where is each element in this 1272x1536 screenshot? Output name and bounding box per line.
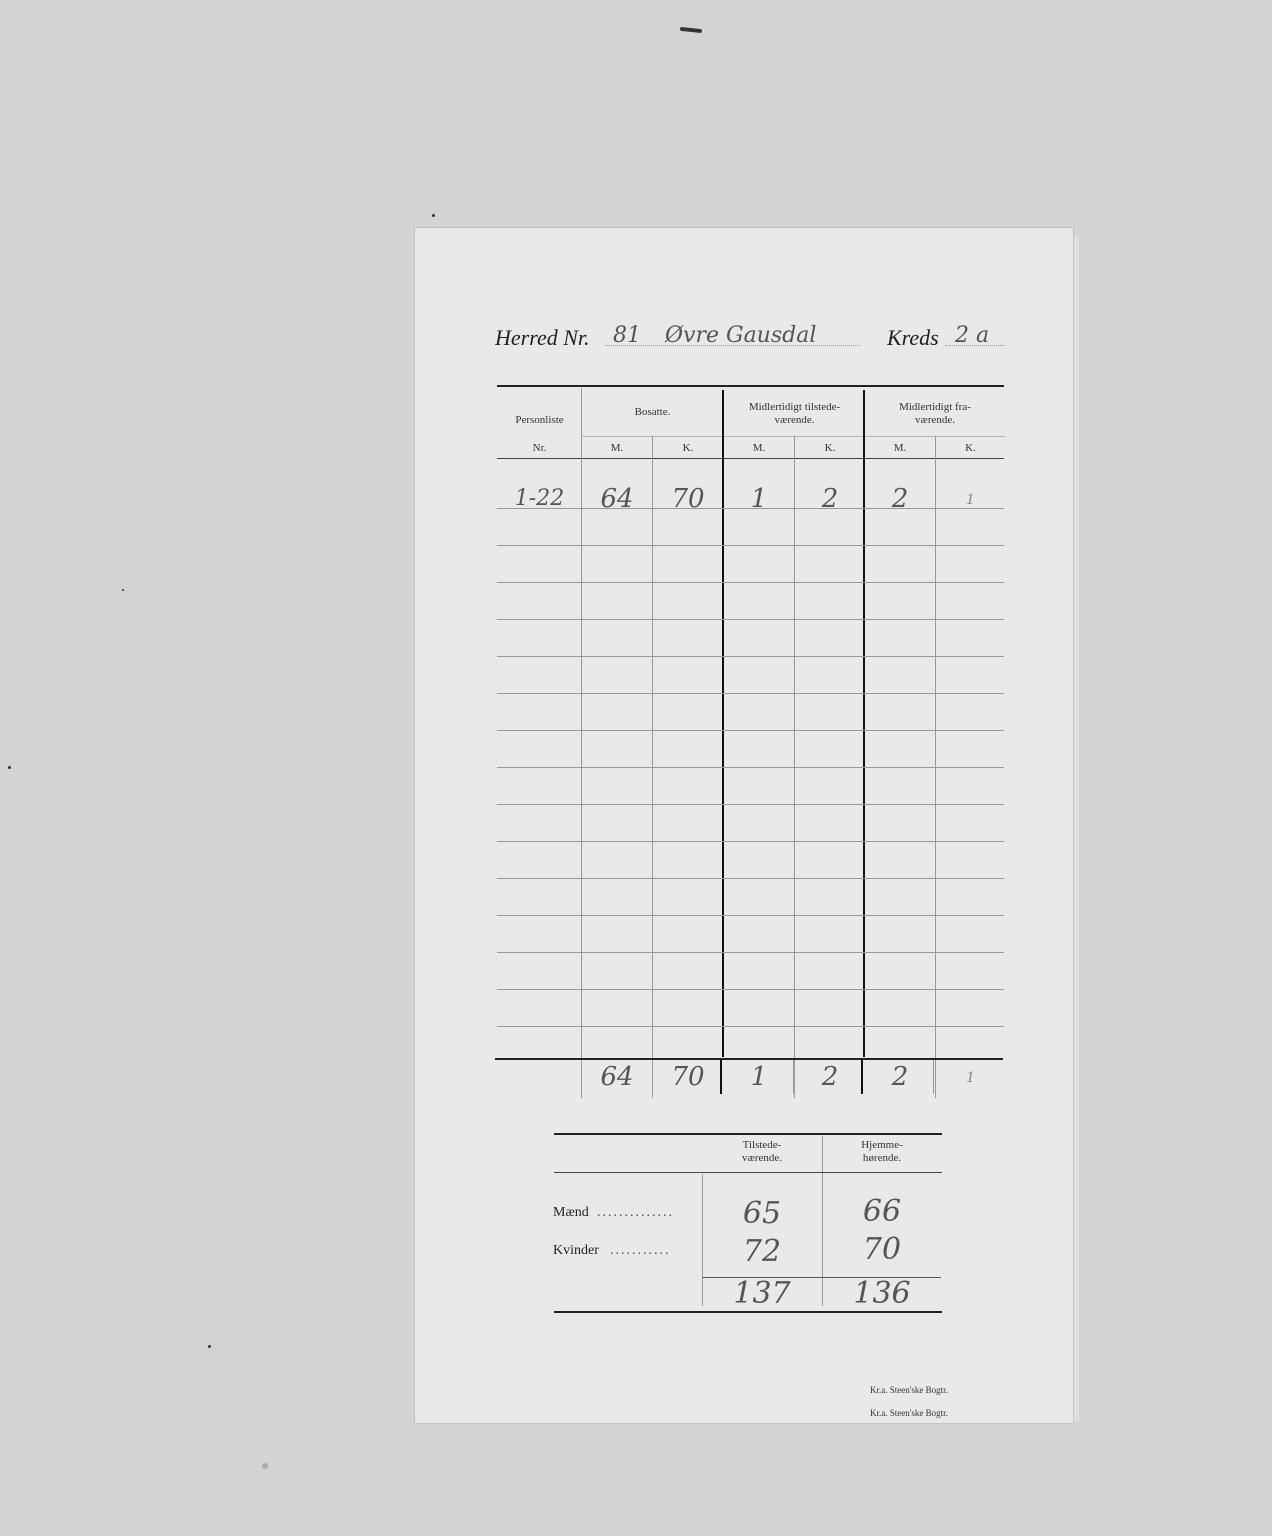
sub-bosatte-k: K.	[682, 442, 694, 454]
table-top-rule	[497, 385, 1004, 387]
summary-row-kvinder: Kvinder	[553, 1243, 599, 1258]
speck	[122, 589, 124, 591]
col-midl-tilstede	[724, 401, 865, 427]
row-line	[497, 693, 1004, 694]
sub-tilstede-m: M.	[752, 442, 766, 454]
row-line	[497, 878, 1004, 879]
row-line	[497, 841, 1004, 842]
sub-fra-m: M.	[893, 442, 907, 454]
row-bosatte-k: 70	[671, 484, 705, 514]
total-bosatte-m: 64	[600, 1062, 634, 1092]
col-bosatte: Bosatte.	[634, 406, 671, 418]
summary-col-hjemme	[823, 1139, 941, 1165]
total-tilstede: 137	[733, 1276, 791, 1311]
col-midl-fra	[865, 401, 1005, 427]
row-line	[497, 730, 1004, 731]
herred-name: Øvre Gausdal	[665, 323, 817, 348]
total-tilstede-m: 1	[750, 1062, 768, 1092]
summary-col-tilstede-line2: værende.	[741, 1152, 782, 1164]
kvinder-hjemme: 70	[862, 1232, 902, 1267]
summary-bottom-rule	[554, 1311, 942, 1313]
summary-row-maend: Mænd	[553, 1205, 589, 1220]
row-nr: 1-22	[514, 486, 565, 511]
row-line	[497, 767, 1004, 768]
row-tilstede-k: 2	[821, 484, 839, 514]
sub-bosatte-m: M.	[610, 442, 624, 454]
col-midl-tilstede-line2: værende.	[774, 414, 815, 426]
summary-top-rule	[554, 1133, 942, 1135]
table-bottom-rule	[495, 1058, 1003, 1060]
col-midl-tilstede-line1: Midlertidigt tilstede-	[748, 401, 841, 413]
herred-number: 81	[613, 323, 641, 348]
row-line	[497, 619, 1004, 620]
maend-tilstede: 65	[742, 1196, 782, 1231]
sub-tilstede-k: K.	[824, 442, 836, 454]
row-line	[497, 915, 1004, 916]
summary-col-hjemme-line1: Hjemme-	[861, 1139, 903, 1151]
kvinder-tilstede: 72	[742, 1234, 782, 1269]
kreds-label: Kreds	[887, 325, 939, 350]
total-hjemme: 136	[853, 1276, 911, 1311]
speck	[262, 1463, 268, 1469]
row-line	[497, 989, 1004, 990]
speck	[208, 1345, 211, 1348]
kreds-value: 2 a	[955, 323, 990, 348]
row-line	[497, 1026, 1004, 1027]
ink-mark	[680, 27, 702, 33]
summary-col-hjemme-line2: hørende.	[862, 1152, 902, 1164]
sheet-edge	[1073, 236, 1079, 1421]
sub-fra-k: K.	[965, 442, 976, 454]
col-midl-fra-line2: værende.	[914, 414, 955, 426]
herred-label: Herred Nr.	[495, 325, 590, 350]
col-nr: Nr.	[532, 442, 547, 454]
col-midl-fra-line1: Midlertidigt fra-	[899, 401, 971, 413]
total-fra-k: 1	[966, 1070, 975, 1086]
row-fra-m: 2	[891, 484, 909, 514]
leader-maend: ..............	[597, 1205, 674, 1220]
summary-col-tilstede	[702, 1139, 822, 1165]
printer-mark: Kr.a. Steen'ske Bogtr.	[870, 1385, 948, 1395]
speck	[8, 766, 11, 769]
row-line	[497, 804, 1004, 805]
header-bottom-rule	[497, 458, 1004, 459]
row-line	[497, 952, 1004, 953]
printer-mark-duplicate: Kr.a. Steen'ske Bogtr.	[870, 1408, 948, 1418]
row-line	[497, 582, 1004, 583]
maend-hjemme: 66	[862, 1194, 902, 1229]
speck	[432, 214, 435, 217]
row-line	[497, 656, 1004, 657]
leader-kvinder: ...........	[610, 1243, 671, 1258]
row-line	[497, 545, 1004, 546]
total-bosatte-k: 70	[671, 1062, 705, 1092]
summary-header-rule	[554, 1172, 942, 1173]
summary-col-tilstede-line1: Tilstede-	[742, 1139, 782, 1151]
total-fra-m: 2	[891, 1062, 909, 1092]
row-fra-k: 1	[966, 492, 975, 508]
census-form	[415, 228, 1073, 1423]
row-tilstede-m: 1	[750, 484, 768, 514]
total-tilstede-k: 2	[821, 1062, 839, 1092]
col-personliste: Personliste	[515, 414, 564, 426]
row-bosatte-m: 64	[600, 484, 634, 514]
